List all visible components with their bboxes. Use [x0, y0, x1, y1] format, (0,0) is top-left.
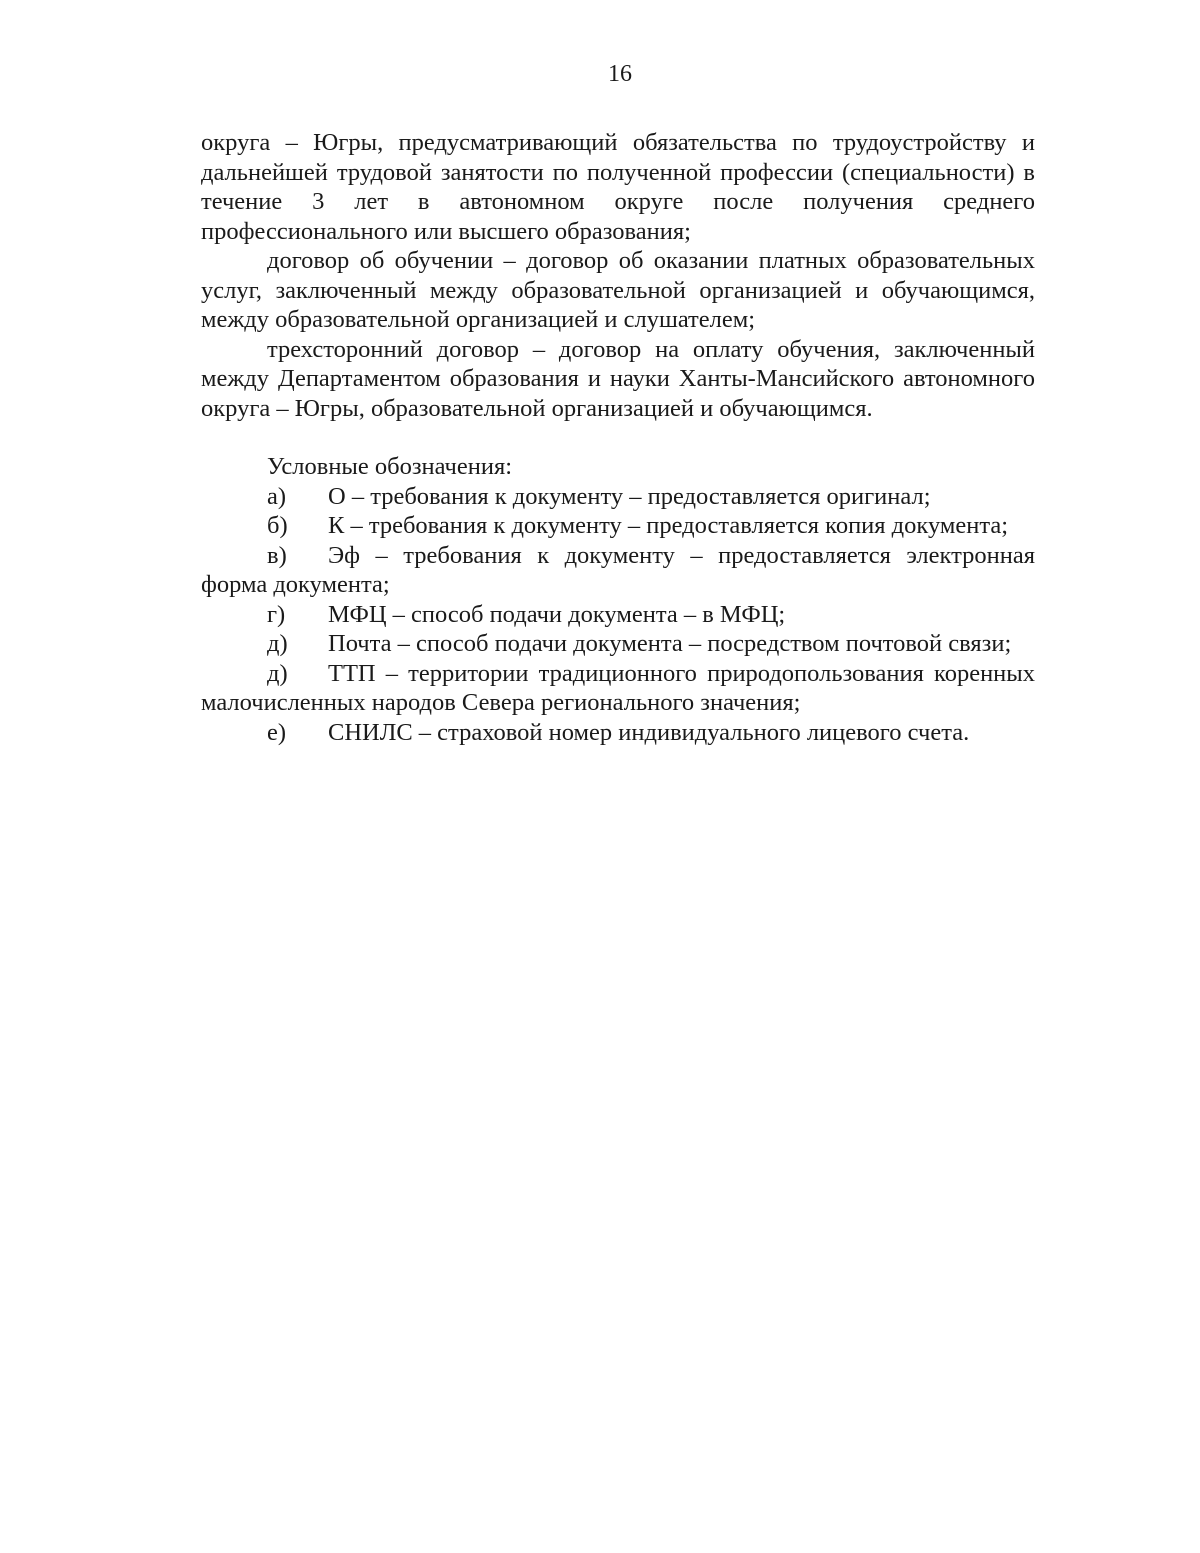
legend-text: О – требования к документу – предоставляется оригинал; [328, 482, 931, 510]
section-spacer [201, 423, 1035, 452]
legend-text: Эф – требования к документу – предоставляется электронная форма документа; [201, 541, 1035, 598]
legend-item [201, 629, 1035, 659]
paragraph-tripartite-contract: трехсторонний договор – договор на оплату обучения, заключенный между Департаментом образования и науки Ханты-Мансийского автономного округа – Югры, образовательной организацией и обучающимся. [201, 335, 1035, 422]
legend-text: СНИЛС – страховой номер индивидуального лицевого счета. [328, 718, 970, 746]
legend-item [201, 541, 1035, 600]
legend-marker: а) [267, 482, 287, 510]
legend-marker: г) [267, 600, 286, 628]
legend-text: МФЦ – способ подачи документа – в МФЦ; [328, 600, 786, 628]
legend-text: Почта – способ подачи документа – посредством почтовой связи; [328, 630, 1012, 657]
legend-item [201, 482, 1035, 512]
legend-item [201, 718, 1035, 748]
legend-item [201, 600, 1035, 630]
legend-marker: д) [267, 659, 288, 687]
legend-text: ТТП – территории традиционного природопользования коренных малочисленных народов Севера регионального значения; [201, 659, 1035, 716]
paragraph-continuation: округа – Югры, предусматривающий обязательства по трудоустройству и дальнейшей трудовой занятости по полученной профессии (специальности) в течение 3 лет в автономном округе после получения среднего профессионального или высшего образования; [201, 129, 1035, 245]
legend-marker: в) [267, 541, 287, 569]
document-body [201, 128, 1035, 747]
legend-marker: б) [267, 512, 288, 539]
legend-text: К – требования к документу – предоставляется копия документа; [328, 512, 1009, 539]
legend-item [201, 659, 1035, 718]
legend-marker: д) [267, 630, 288, 657]
legend-marker: е) [267, 718, 287, 746]
legend-item [201, 511, 1035, 541]
page-number: 16 [608, 61, 632, 87]
legend-heading: Условные обозначения: [267, 453, 513, 480]
paragraph-training-contract: договор об обучении – договор об оказании платных образовательных услуг, заключенный между образовательной организацией и обучающимся, между образовательной организацией и слушателем; [201, 247, 1035, 333]
